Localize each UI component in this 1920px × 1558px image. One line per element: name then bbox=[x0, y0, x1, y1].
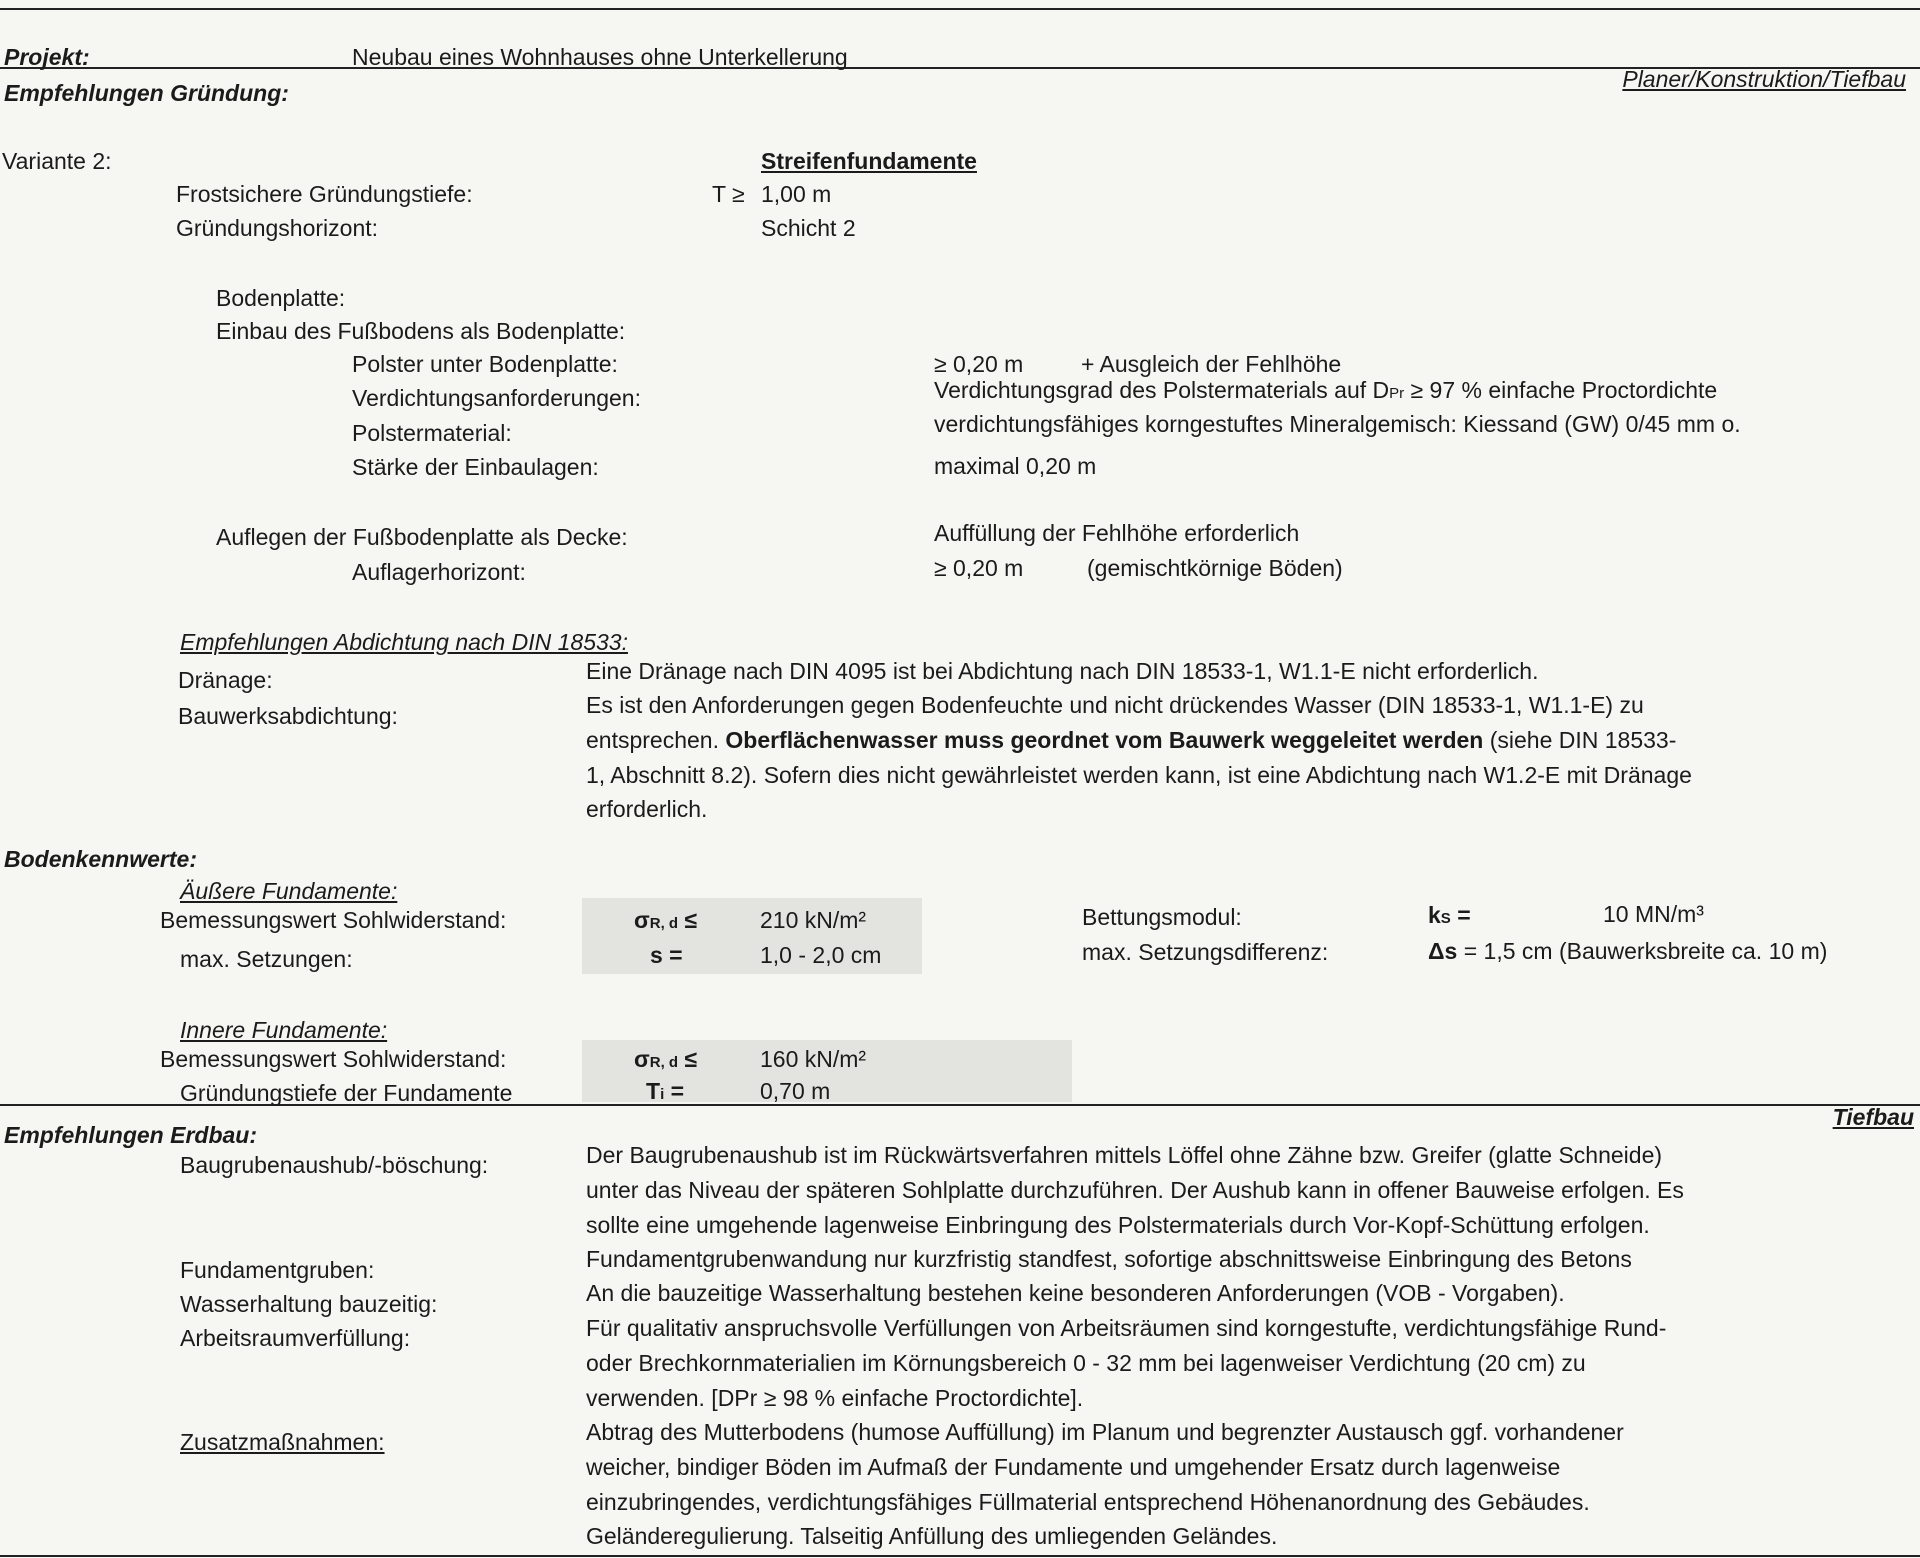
zusatz-line2: weicher, bindiger Böden im Aufmaß der Fundamente und umgehender Ersatz durch lagenweise bbox=[586, 1454, 1561, 1480]
arbeits-line2: oder Brechkornmaterialien im Körnungsbereich 0 - 32 mm bei lagenweiser Verdichtung (20 cm) zu bbox=[586, 1350, 1586, 1376]
bauwerk-line2: entsprechen. Oberflächenwasser muss geordnet vom Bauwerk weggeleitet werden (siehe DIN 18533- bbox=[586, 727, 1677, 753]
abdichtung-title: Empfehlungen Abdichtung nach DIN 18533: bbox=[180, 629, 628, 655]
variante-label: Variante 2: bbox=[2, 148, 112, 174]
setzungen-label: max. Setzungen: bbox=[180, 946, 353, 972]
project-value: Neubau eines Wohnhauses ohne Unterkellerung bbox=[352, 44, 848, 70]
aushub-line1: Der Baugrubenaushub ist im Rückwärtsverfahren mittels Löffel ohne Zähne bzw. Greifer (glatte Schneide) bbox=[586, 1142, 1663, 1168]
auflager-extra: (gemischtkörnige Böden) bbox=[1087, 555, 1343, 581]
tiefe-label: Gründungstiefe der Fundamente bbox=[180, 1080, 513, 1106]
aushub-line3: sollte eine umgehende lagenweise Einbringung des Polstermaterials durch Vor-Kopf-Schüttung erfolgen. bbox=[586, 1212, 1650, 1238]
innen-sigma-value: 160 kN/m² bbox=[760, 1046, 867, 1072]
polster-value: ≥ 0,20 m bbox=[934, 351, 1024, 377]
frost-symbol: T ≥ bbox=[712, 181, 745, 207]
zusatz-line1: Abtrag des Mutterbodens (humose Auffüllung) im Planum und begrenzter Austausch ggf. vorhandener bbox=[586, 1419, 1624, 1445]
setzdiff-label: max. Setzungsdifferenz: bbox=[1082, 939, 1329, 965]
aussen-sigma-symbol: σR, d ≤ bbox=[634, 907, 698, 933]
zusatz-line4: Geländeregulierung. Talseitig Anfüllung des umliegenden Geländes. bbox=[586, 1523, 1278, 1549]
horizon-value: Schicht 2 bbox=[761, 215, 856, 241]
horizon-label: Gründungshorizont: bbox=[176, 215, 379, 241]
aussen-sigma-value: 210 kN/m² bbox=[760, 907, 867, 933]
wasser-label: Wasserhaltung bauzeitig: bbox=[180, 1291, 438, 1317]
material-label: Polstermaterial: bbox=[352, 420, 512, 446]
s-value: 1,0 - 2,0 cm bbox=[760, 942, 882, 968]
ds-value: Δs = 1,5 cm (Bauwerksbreite ca. 10 m) bbox=[1428, 938, 1828, 964]
erdbau-title: Empfehlungen Erdbau: bbox=[4, 1122, 257, 1148]
zusatz-line3: einzubringendes, verdichtungsfähiges Füllmaterial entsprechend Höhenanordnung des Gebäudes. bbox=[586, 1489, 1590, 1515]
innen-sigma-symbol: σR, d ≤ bbox=[634, 1046, 698, 1072]
zusatz-label: Zusatzmaßnahmen: bbox=[180, 1429, 385, 1455]
ti-value: 0,70 m bbox=[760, 1078, 831, 1104]
bodenplatte-title: Bodenplatte: bbox=[216, 285, 346, 311]
auflegen-value: Auffüllung der Fehlhöhe erforderlich bbox=[934, 520, 1300, 546]
variante-title: Streifenfundamente bbox=[761, 148, 977, 174]
draenage-label: Dränage: bbox=[178, 667, 273, 693]
aushub-label: Baugrubenaushub/-böschung: bbox=[180, 1152, 489, 1178]
wasser-value: An die bauzeitige Wasserhaltung bestehen keine besonderen Anforderungen (VOB - Vorgaben). bbox=[586, 1280, 1565, 1306]
gruben-value: Fundamentgrubenwandung nur kurzfristig standfest, sofortige abschnittsweise Einbringung des Betons bbox=[586, 1246, 1632, 1272]
arbeits-line1: Für qualitativ anspruchsvolle Verfüllungen von Arbeitsräumen sind korngestufte, verdichtungsfähige Rund- bbox=[586, 1315, 1667, 1341]
ks-symbol: kS = bbox=[1428, 902, 1471, 928]
ks-value: 10 MN/m³ bbox=[1603, 901, 1704, 927]
polster-label: Polster unter Bodenplatte: bbox=[352, 351, 618, 377]
einbau-title: Einbau des Fußbodens als Bodenplatte: bbox=[216, 318, 626, 344]
staerke-value: maximal 0,20 m bbox=[934, 453, 1097, 479]
bauwerk-label: Bauwerksabdichtung: bbox=[178, 703, 398, 729]
auflegen-label: Auflegen der Fußbodenplatte als Decke: bbox=[216, 524, 628, 550]
top-rule bbox=[0, 8, 1920, 10]
bauwerk-line3: 1, Abschnitt 8.2). Sofern dies nicht gewährleistet werden kann, ist eine Abdichtung nach W1.2-E mit Dränage bbox=[586, 762, 1692, 788]
staerke-label: Stärke der Einbaulagen: bbox=[352, 454, 599, 480]
innen-bem-label: Bemessungswert Sohlwiderstand: bbox=[160, 1046, 507, 1072]
auflager-value: ≥ 0,20 m bbox=[934, 555, 1024, 581]
aussen-title: Äußere Fundamente: bbox=[180, 878, 398, 904]
aussen-bem-label: Bemessungswert Sohlwiderstand: bbox=[160, 907, 507, 933]
gruben-label: Fundamentgruben: bbox=[180, 1257, 375, 1283]
verdichtung-value: Verdichtungsgrad des Polstermaterials auf DPr ≥ 97 % einfache Proctordichte bbox=[934, 377, 1718, 403]
project-label: Projekt: bbox=[4, 44, 90, 70]
bottom-rule bbox=[0, 1555, 1920, 1557]
bodenkennwerte-title: Bodenkennwerte: bbox=[4, 846, 197, 872]
ti-symbol: Ti = bbox=[646, 1078, 685, 1104]
erdbau-right-label: Tiefbau bbox=[1832, 1104, 1914, 1130]
verdichtung-label: Verdichtungsanforderungen: bbox=[352, 385, 641, 411]
section-right-label: Planer/Konstruktion/Tiefbau bbox=[1622, 66, 1906, 92]
draenage-value: Eine Dränage nach DIN 4095 ist bei Abdichtung nach DIN 18533-1, W1.1-E nicht erforderlich. bbox=[586, 658, 1539, 684]
arbeits-label: Arbeitsraumverfüllung: bbox=[180, 1325, 411, 1351]
frost-label: Frostsichere Gründungstiefe: bbox=[176, 181, 473, 207]
innen-title: Innere Fundamente: bbox=[180, 1017, 388, 1043]
bauwerk-line4: erforderlich. bbox=[586, 796, 708, 822]
bettung-label: Bettungsmodul: bbox=[1082, 904, 1242, 930]
s-symbol: s = bbox=[650, 942, 683, 968]
auflager-label: Auflagerhorizont: bbox=[352, 559, 526, 585]
arbeits-line3: verwenden. [DPr ≥ 98 % einfache Proctordichte]. bbox=[586, 1385, 1084, 1411]
aushub-line2: unter das Niveau der späteren Sohlplatte durchzuführen. Der Aushub kann in offener Bauweise erfolgen. Es bbox=[586, 1177, 1684, 1203]
section-title-gruendung: Empfehlungen Gründung: bbox=[4, 80, 289, 106]
frost-value: 1,00 m bbox=[761, 181, 832, 207]
polster-extra: + Ausgleich der Fehlhöhe bbox=[1081, 351, 1342, 377]
bauwerk-line1: Es ist den Anforderungen gegen Bodenfeuchte und nicht drückendes Wasser (DIN 18533-1, W1.1-E) zu bbox=[586, 692, 1644, 718]
material-value: verdichtungsfähiges korngestuftes Mineralgemisch: Kiessand (GW) 0/45 mm o. bbox=[934, 411, 1741, 437]
